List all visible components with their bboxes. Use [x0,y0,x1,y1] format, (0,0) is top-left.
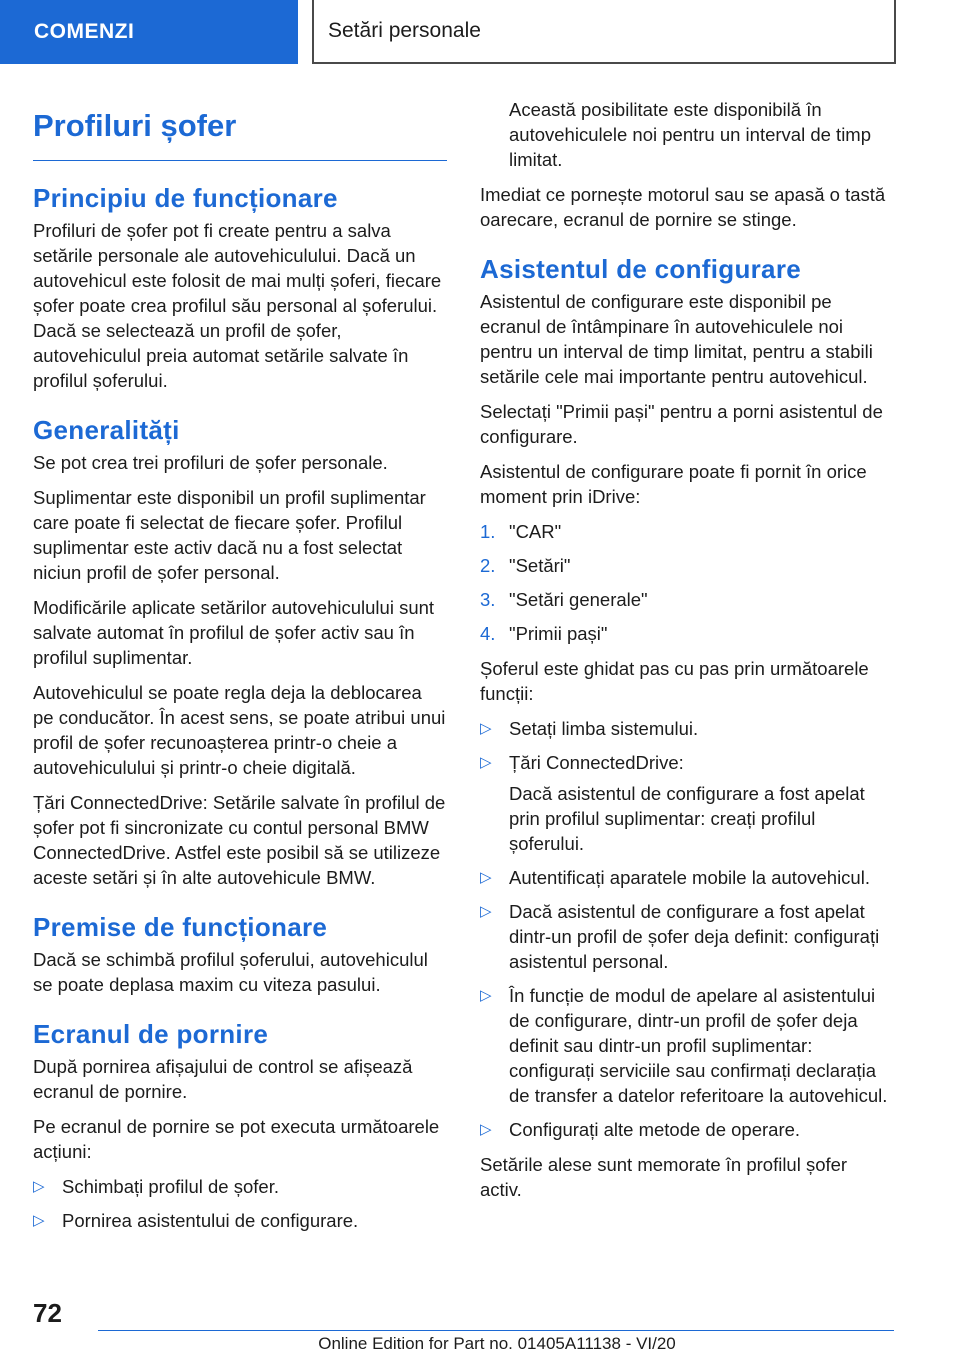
chapter-header [312,0,896,64]
page-number: 72 [33,1298,62,1328]
paragraph: Suplimentar este disponibil un profil suplimentar care poate fi selectat de fiecare șofer. Profilul suplimentar este activ dacă nu a fost selectat niciun profil de șofer personal. [33,487,426,583]
paragraph: Imediat ce pornește motorul sau se apasă o tastă oarecare, ecranul de pornire se stinge. [480,184,886,230]
paragraph: Profiluri de șofer pot fi create pentru a salva setările personale ale autovehiculului. Dacă un autovehicul este folosit de mai mulți șoferi, fiecare șofer poate crea profilul său personal al șoferului. Dacă se selectează un profil de șofer, autovehiculul preia automat setările salvate în profilul șoferului. [33,220,442,391]
paragraph: Dacă se schimbă profilul șoferului, autovehiculul se poate deplasa maxim cu viteza pasului. [33,949,428,995]
step-item: 4. "Primii pași" [480,623,608,644]
paragraph: Autovehiculul se poate regla deja la deblocarea pe conducător. În acest sens, se poate atribui unui profil de șofer recunoașterea printr-o cheie a autovehiculului și printr-o cheie digitală. [33,682,446,778]
edition-footer: Online Edition for Part no. 01405A11138 - VI/20 [318,1334,676,1353]
step-number: 3. [480,589,496,610]
bullet-list [480,716,894,1142]
paragraph: Asistentul de configurare este disponibil pe ecranul de întâmpinare în autovehiculele noi pentru un interval de timp limitat, pentru a stabili setările cele mai importante pentru autovehicul. [480,291,873,387]
heading-asistent: Asistentul de configurare [480,254,801,284]
list-item: ▷ Pornirea asistentului de configurare. [33,1210,359,1231]
section-tab-label: COMENZI [34,20,135,43]
step-number: 2. [480,555,496,576]
triangle-bullet-icon: ▷ [480,1121,492,1138]
paragraph: Șoferul este ghidat pas cu pas prin următoarele funcții: [480,658,869,704]
triangle-bullet-icon: ▷ [480,903,492,920]
right-column [480,97,894,1212]
paragraph: Setările alese sunt memorate în profilul șofer activ. [480,1154,848,1200]
section-tab[interactable] [0,0,298,64]
list-item: ▷ Dacă asistentul de configurare a fost apelat dintr-un profil de șofer deja definit: configurați asistentul personal. [480,901,880,972]
paragraph: După pornirea afișajului de control se afișează ecranul de pornire. [33,1056,413,1102]
heading-premise: Premise de funcționare [33,912,328,942]
triangle-bullet-icon: ▷ [33,1212,45,1229]
page-title: Profiluri șofer [33,108,447,161]
triangle-bullet-icon: ▷ [33,1178,45,1195]
list-item: ▷ Configurați alte metode de operare. [480,1119,801,1140]
heading-ecranul: Ecranul de pornire [33,1019,269,1049]
triangle-bullet-icon: ▷ [480,720,492,737]
list-item-text: Țări ConnectedDrive: [509,752,684,773]
heading-generalitati: Generalități [33,415,180,445]
paragraph: Asistentul de configurare poate fi pornit în orice moment prin iDrive: [480,461,867,507]
footer-divider [98,1330,894,1331]
paragraph: Pe ecranul de pornire se pot executa următoarele acțiuni: [33,1116,440,1162]
paragraph: Modificările aplicate setărilor autovehiculului sunt salvate automat în profilul de șofer activ sau în profilul suplimentar. [33,597,435,668]
paragraph: Țări ConnectedDrive: Setările salvate în profilul de șofer pot fi sincronizate cu contul personal BMW ConnectedDrive. Astfel este posibil să se utilizeze aceste setări și în alte autovehicule BMW. [33,792,446,888]
list-item-subtext: Dacă asistentul de configurare a fost apelat prin profilul suplimentar: creați profilul șoferului. [509,783,865,854]
chapter-header-label: Setări personale [328,19,481,42]
step-number: 4. [480,623,496,644]
list-item: ▷ Schimbați profilul de șofer. [33,1176,279,1197]
triangle-bullet-icon: ▷ [480,987,492,1004]
list-item: ▷ Autentificați aparatele mobile la autovehicul. [480,867,870,888]
step-item: 1. "CAR" [480,521,562,542]
list-item [480,750,894,856]
list-item: ▷ Setați limba sistemului. [480,718,699,739]
left-column [33,100,447,1243]
paragraph: Selectați "Primii pași" pentru a porni asistentul de configurare. [480,401,883,447]
step-item: 3. "Setări generale" [480,589,648,610]
paragraph: Se pot crea trei profiluri de șofer personale. [33,452,388,473]
bullet-list [33,1174,447,1233]
step-item: 2. "Setări" [480,555,571,576]
step-list [480,519,894,646]
continued-note: Această posibilitate este disponibilă în autovehiculele noi pentru un interval de timp limitat. [509,99,872,170]
triangle-bullet-icon: ▷ [480,754,492,771]
list-item: ▷ În funcție de modul de apelare al asistentului de configurare, dintr-un profil de șofer deja definit sau dintr-un profil suplimentar: configurați serviciile sau confirmați declarația de transfer a datelor referitoare la autovehicul. [480,985,888,1106]
triangle-bullet-icon: ▷ [480,869,492,886]
heading-principiu: Principiu de funcționare [33,183,338,213]
step-number: 1. [480,521,496,542]
